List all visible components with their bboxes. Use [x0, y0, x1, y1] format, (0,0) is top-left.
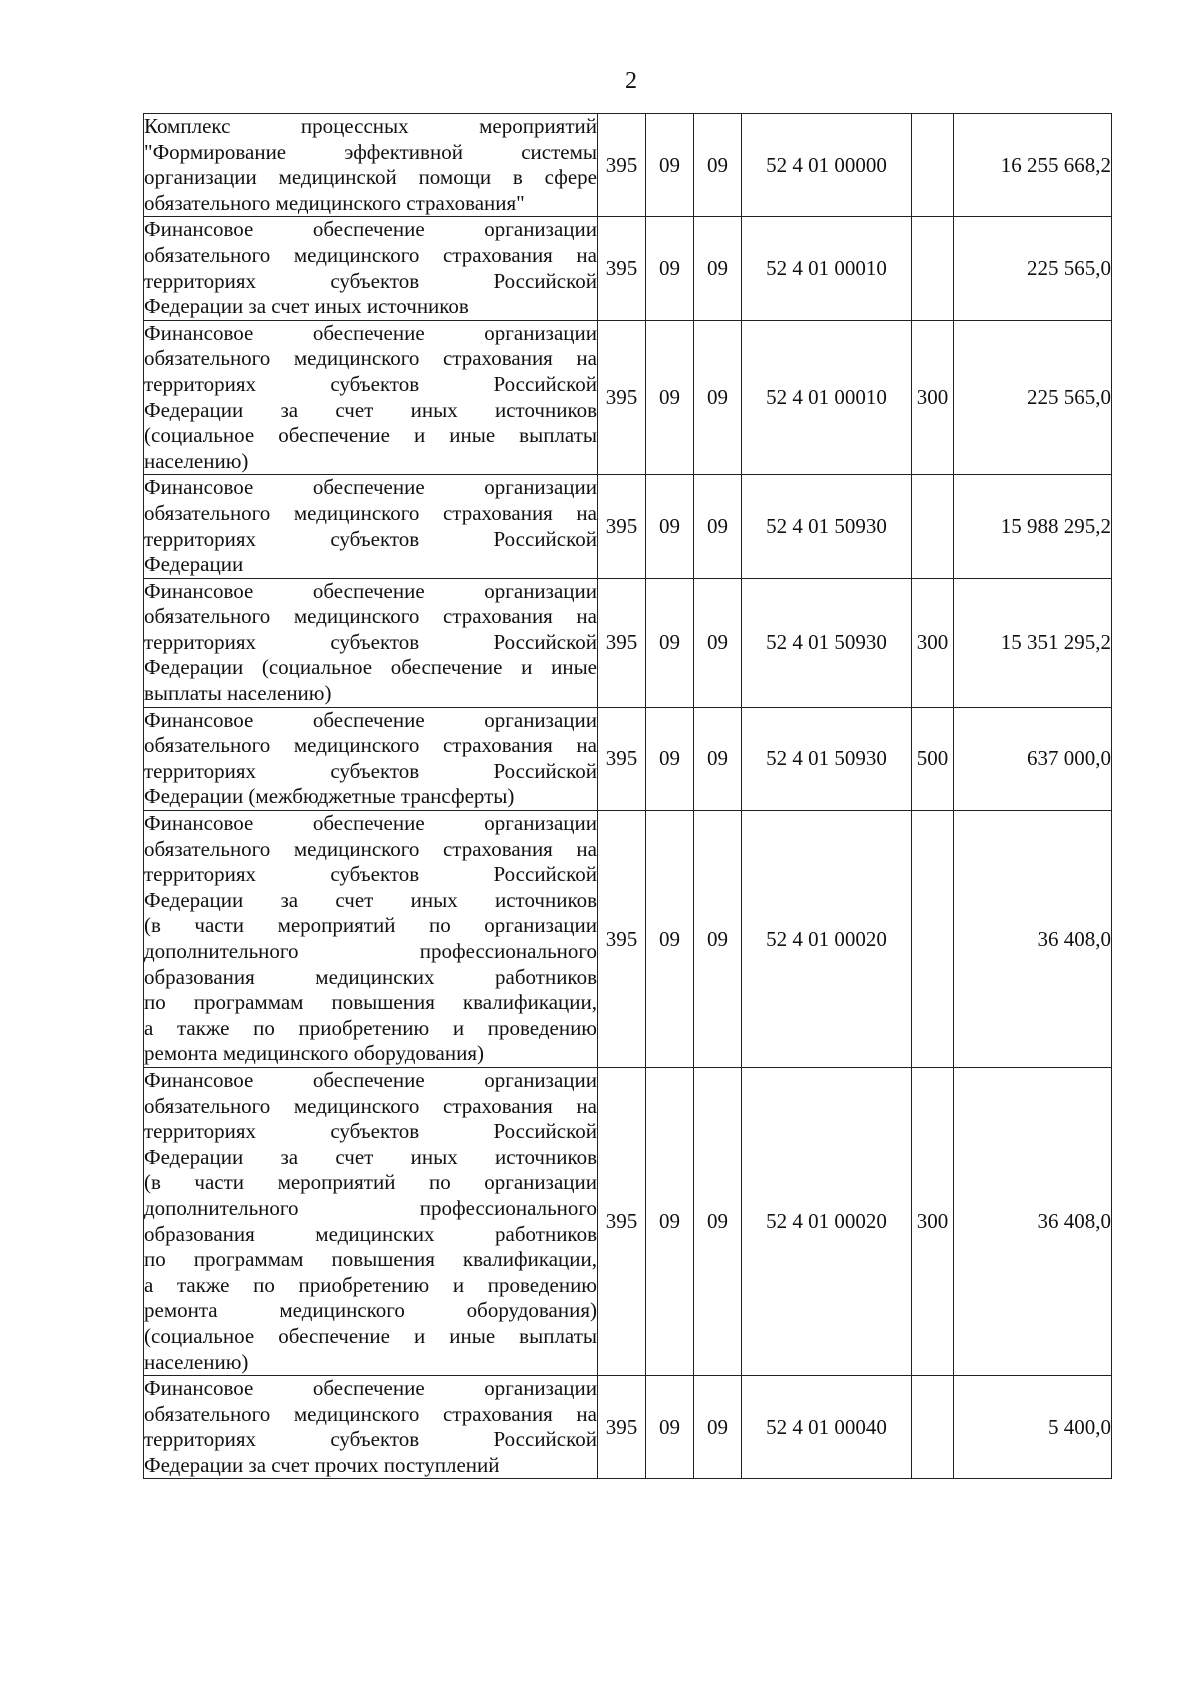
code-subsection: 09: [694, 217, 742, 320]
description-line: обязательного медицинского страхования на: [144, 242, 597, 267]
code-grbs: 395: [598, 707, 646, 810]
code-subsection: 09: [694, 1067, 742, 1375]
code-expense-type: 300: [912, 320, 954, 475]
description-line: по программам повышения квалификации,: [144, 1247, 597, 1272]
code-grbs: 395: [598, 1376, 646, 1479]
description-line: Финансовое обеспечение организации: [144, 217, 597, 242]
description-line: ремонта медицинского оборудования): [144, 1041, 484, 1066]
amount: 36 408,0: [954, 811, 1112, 1068]
code-subsection: 09: [694, 114, 742, 217]
code-subsection: 09: [694, 811, 742, 1068]
description-line: Финансовое обеспечение организации: [144, 320, 597, 345]
code-subsection: 09: [694, 475, 742, 578]
row-description: [144, 114, 598, 217]
table-row: [144, 114, 1112, 217]
description-line: "Формирование эффективной системы: [144, 139, 597, 164]
row-description: [144, 578, 598, 707]
row-description: [144, 1067, 598, 1375]
code-expense-type: [912, 114, 954, 217]
code-grbs: 395: [598, 1067, 646, 1375]
description-line: Комплекс процессных мероприятий: [144, 114, 597, 138]
table-row: [144, 811, 1112, 1068]
description-line: обязательного медицинского страхования на: [144, 1093, 597, 1118]
code-section: 09: [646, 707, 694, 810]
description-line: Федерации за счет иных источников: [144, 294, 469, 319]
code-subsection: 09: [694, 1376, 742, 1479]
description-line: обязательного медицинского страхования на: [144, 1401, 597, 1426]
description-line: Федерации за счет иных источников: [144, 887, 597, 912]
code-grbs: 395: [598, 114, 646, 217]
description-line: дополнительного профессионального: [144, 1195, 597, 1220]
table-row: [144, 707, 1112, 810]
description-line: населению): [144, 448, 249, 473]
description-line: выплаты населению): [144, 681, 332, 706]
page-number: 2: [625, 68, 637, 94]
code-section: 09: [646, 811, 694, 1068]
description-line: обязательного медицинского страхования на: [144, 500, 597, 525]
row-description: [144, 811, 598, 1068]
description-line: организации медицинской помощи в сфере: [144, 165, 597, 190]
code-section: 09: [646, 114, 694, 217]
code-target-article: 52 4 01 00040: [742, 1376, 912, 1479]
description-line: обязательного медицинского страхования на: [144, 346, 597, 371]
code-grbs: 395: [598, 578, 646, 707]
code-section: 09: [646, 475, 694, 578]
description-line: Федерации (межбюджетные трансферты): [144, 784, 515, 809]
row-description: [144, 1376, 598, 1479]
table-row: [144, 217, 1112, 320]
code-expense-type: [912, 217, 954, 320]
description-line: Федерации за счет прочих поступлений: [144, 1452, 500, 1477]
code-target-article: 52 4 01 00010: [742, 320, 912, 475]
code-subsection: 09: [694, 707, 742, 810]
table-row: [144, 1376, 1112, 1479]
amount: 15 988 295,2: [954, 475, 1112, 578]
code-grbs: 395: [598, 811, 646, 1068]
description-line: ремонта медицинского оборудования): [144, 1298, 597, 1323]
description-line: Федерации (социальное обеспечение и иные: [144, 655, 597, 680]
row-description: [144, 217, 598, 320]
code-section: 09: [646, 1067, 694, 1375]
code-expense-type: [912, 1376, 954, 1479]
row-description: [144, 707, 598, 810]
code-grbs: 395: [598, 320, 646, 475]
code-subsection: 09: [694, 578, 742, 707]
code-section: 09: [646, 320, 694, 475]
description-line: (социальное обеспечение и иные выплаты: [144, 423, 597, 448]
description-line: территориях субъектов Российской: [144, 371, 597, 396]
description-line: (в части мероприятий по организации: [144, 913, 597, 938]
description-line: населению): [144, 1349, 249, 1374]
table-row: [144, 320, 1112, 475]
description-line: образования медицинских работников: [144, 964, 597, 989]
description-line: а также по приобретению и проведению: [144, 1272, 597, 1297]
code-section: 09: [646, 578, 694, 707]
code-expense-type: 300: [912, 578, 954, 707]
amount: 36 408,0: [954, 1067, 1112, 1375]
description-line: Финансовое обеспечение организации: [144, 811, 597, 836]
amount: 16 255 668,2: [954, 114, 1112, 217]
code-grbs: 395: [598, 475, 646, 578]
amount: 15 351 295,2: [954, 578, 1112, 707]
budget-table: [143, 113, 1112, 1479]
description-line: Финансовое обеспечение организации: [144, 1067, 597, 1092]
code-subsection: 09: [694, 320, 742, 475]
description-line: обязательного медицинского страхования на: [144, 836, 597, 861]
table-row: [144, 1067, 1112, 1375]
code-grbs: 395: [598, 217, 646, 320]
amount: 225 565,0: [954, 217, 1112, 320]
amount: 5 400,0: [954, 1376, 1112, 1479]
description-line: (социальное обеспечение и иные выплаты: [144, 1323, 597, 1348]
description-line: Федерации за счет иных источников: [144, 1144, 597, 1169]
description-line: территориях субъектов Российской: [144, 758, 597, 783]
code-target-article: 52 4 01 00020: [742, 811, 912, 1068]
description-line: Федерации за счет иных источников: [144, 397, 597, 422]
description-line: Федерации: [144, 552, 244, 577]
code-expense-type: 300: [912, 1067, 954, 1375]
description-line: Финансовое обеспечение организации: [144, 475, 597, 500]
description-line: (в части мероприятий по организации: [144, 1170, 597, 1195]
description-line: дополнительного профессионального: [144, 939, 597, 963]
code-target-article: 52 4 01 00020: [742, 1067, 912, 1375]
code-target-article: 52 4 01 50930: [742, 475, 912, 578]
description-line: территориях субъектов Российской: [144, 1119, 597, 1144]
table-row: [144, 578, 1112, 707]
code-target-article: 52 4 01 50930: [742, 707, 912, 810]
description-line: обязательного медицинского страхования": [144, 190, 525, 215]
description-line: территориях субъектов Российской: [144, 862, 597, 887]
description-line: образования медицинских работников: [144, 1221, 597, 1246]
description-line: территориях субъектов Российской: [144, 629, 597, 654]
code-expense-type: [912, 475, 954, 578]
code-expense-type: 500: [912, 707, 954, 810]
description-line: территориях субъектов Российской: [144, 1427, 597, 1452]
code-target-article: 52 4 01 00000: [742, 114, 912, 217]
code-target-article: 52 4 01 50930: [742, 578, 912, 707]
row-description: [144, 320, 598, 475]
description-line: обязательного медицинского страхования на: [144, 733, 597, 758]
description-line: по программам повышения квалификации,: [144, 990, 597, 1015]
amount: 225 565,0: [954, 320, 1112, 475]
description-line: территориях субъектов Российской: [144, 268, 597, 293]
code-expense-type: [912, 811, 954, 1068]
description-line: Финансовое обеспечение организации: [144, 1376, 597, 1401]
description-line: Финансовое обеспечение организации: [144, 578, 597, 603]
code-section: 09: [646, 217, 694, 320]
description-line: территориях субъектов Российской: [144, 526, 597, 551]
amount: 637 000,0: [954, 707, 1112, 810]
description-line: обязательного медицинского страхования на: [144, 604, 597, 629]
description-line: а также по приобретению и проведению: [144, 1015, 597, 1040]
table-row: [144, 475, 1112, 578]
code-target-article: 52 4 01 00010: [742, 217, 912, 320]
description-line: Финансовое обеспечение организации: [144, 707, 597, 732]
row-description: [144, 475, 598, 578]
code-section: 09: [646, 1376, 694, 1479]
